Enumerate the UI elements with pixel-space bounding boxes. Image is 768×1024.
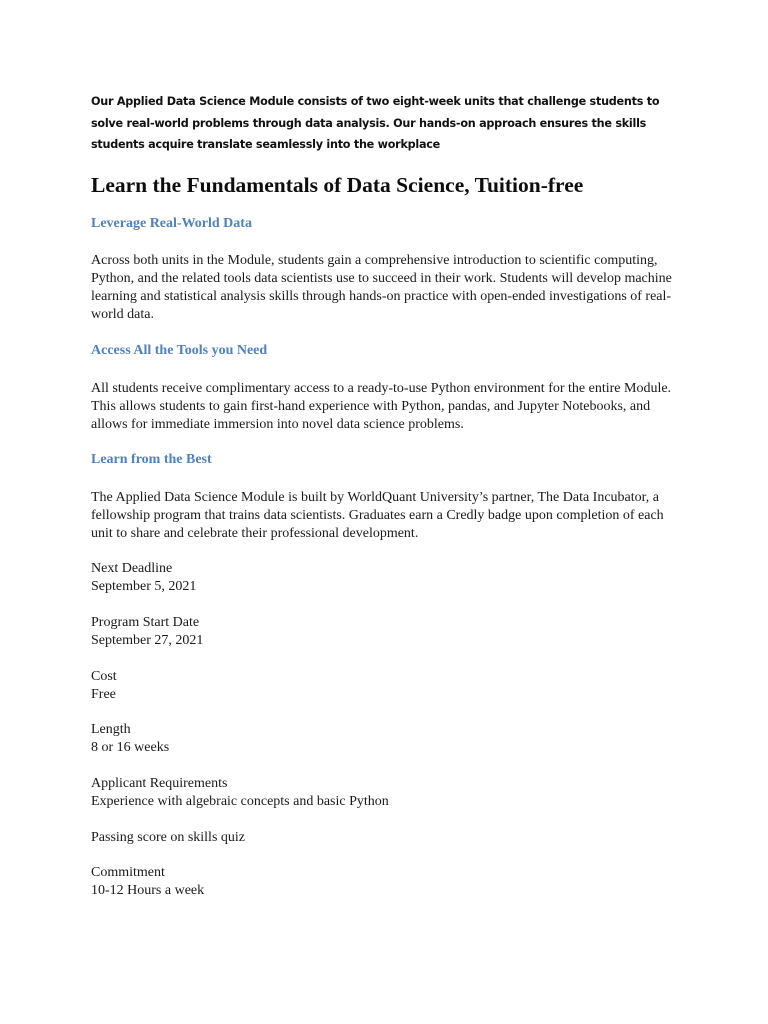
fact-label: Length — [91, 722, 131, 737]
fact-commitment — [91, 864, 204, 900]
fact-label: Applicant Requirements — [91, 776, 228, 791]
page-title: Learn the Fundamentals of Data Science, Tuition-free — [91, 173, 584, 197]
section-title-real-world-data: Leverage Real-World Data — [91, 216, 252, 231]
fact-label: Cost — [91, 669, 117, 684]
fact-value: Free — [91, 687, 116, 702]
fact-value: 8 or 16 weeks — [91, 740, 170, 755]
section-body-tools: All students receive complimentary access to a ready-to-use Python environment for the entire Module. This allows students to gain first-hand experience with Python, pandas, and Jupyter Notebooks, and allows for immediate immersion into novel data science problems. — [91, 381, 672, 432]
fact-program-start — [91, 614, 203, 650]
fact-value: September 27, 2021 — [91, 633, 204, 648]
fact-label: Program Start Date — [91, 615, 200, 630]
section-title-tools: Access All the Tools you Need — [91, 343, 268, 358]
fact-value: Passing score on skills quiz — [91, 830, 245, 845]
fact-applicant-requirements — [91, 775, 389, 811]
intro-paragraph: Our Applied Data Science Module consists of two eight-week units that challenge students to solve real-world problems through data analysis. Our hands-on approach ensures the skills students acquire translate seamlessly into the workplace — [91, 95, 660, 151]
section-body-learn-best: The Applied Data Science Module is built by WorldQuant University’s partner, The Data Incubator, a fellowship program that trains data scientists. Graduates earn a Credly badge upon completion of each unit to share and celebrate their professional development. — [91, 490, 664, 541]
fact-length — [91, 721, 169, 757]
fact-label: Next Deadline — [91, 561, 173, 576]
section-title-learn-best: Learn from the Best — [91, 452, 212, 467]
fact-value: September 5, 2021 — [91, 579, 197, 594]
fact-value: Experience with algebraic concepts and basic Python — [91, 794, 389, 809]
section-body-real-world-data: Across both units in the Module, students gain a comprehensive introduction to scientific computing, Python, and the related tools data scientists use to succeed in their work. Students will develop machine learning and statistical analysis skills through hands-on practice with open-ended investigations of real-world data. — [91, 253, 672, 322]
fact-cost — [91, 668, 117, 704]
fact-next-deadline — [91, 560, 196, 596]
fact-label: Commitment — [91, 865, 165, 880]
fact-value: 10-12 Hours a week — [91, 883, 205, 898]
fact-requirements-extra — [91, 829, 245, 847]
